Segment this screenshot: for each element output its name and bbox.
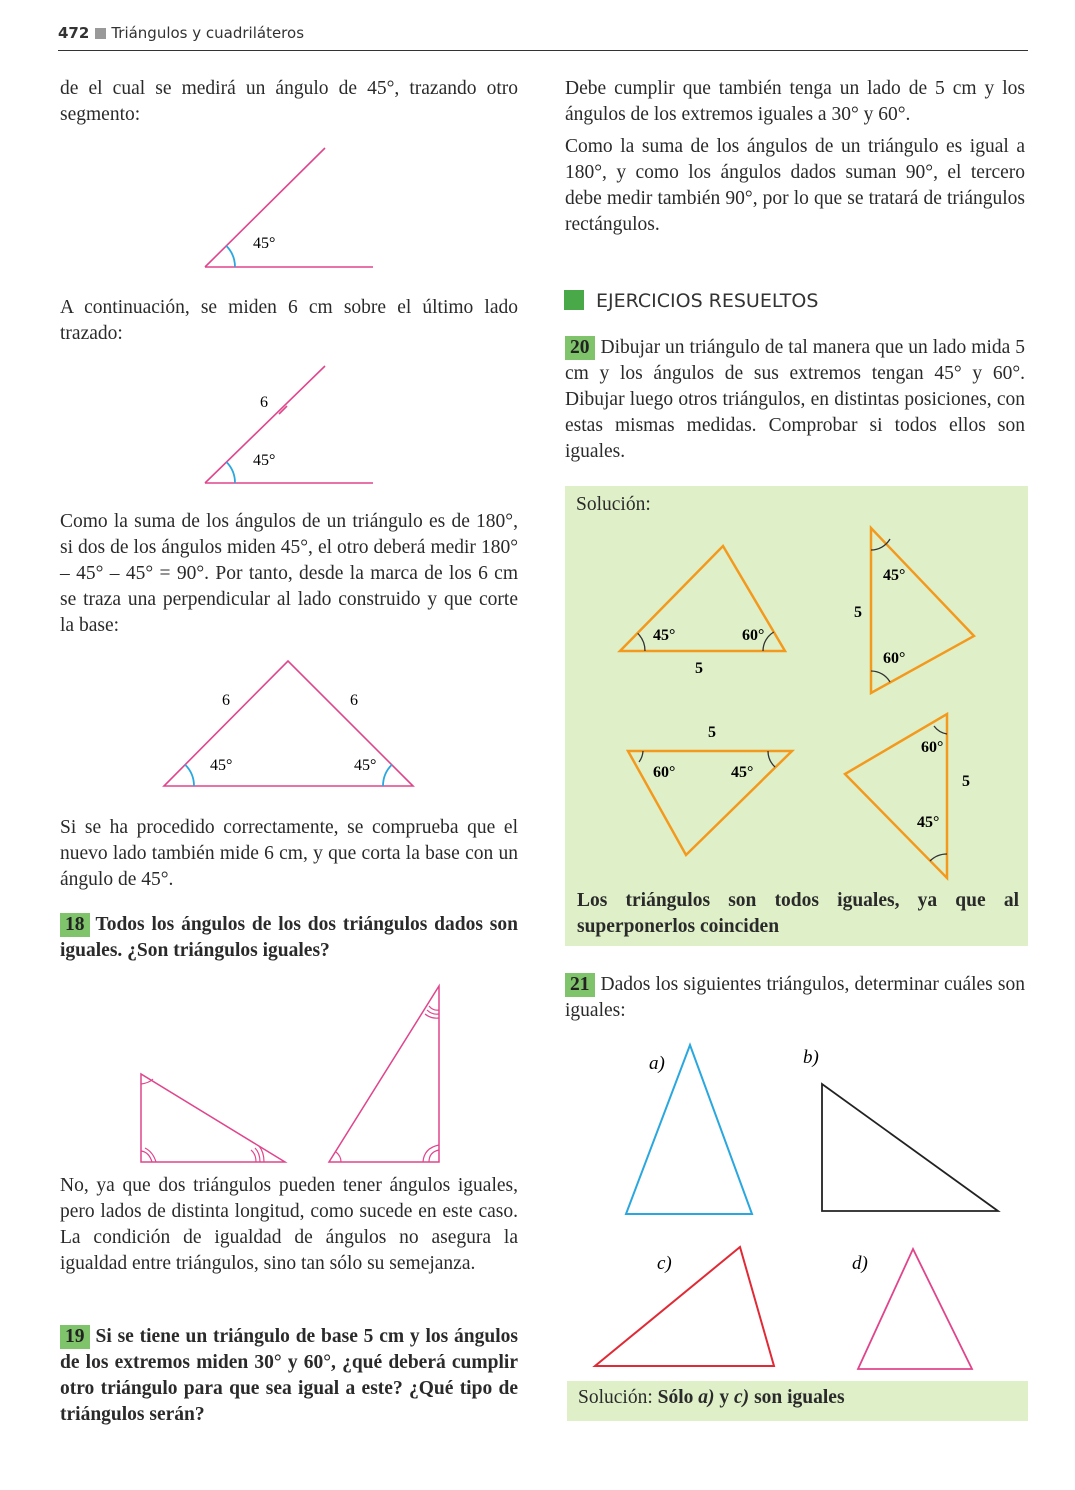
section-header xyxy=(564,290,818,312)
exercise-21-text: Dados los siguientes triángulos, determinar cuáles son iguales: xyxy=(565,974,1025,1021)
fig3-side-right: 6 xyxy=(350,692,358,709)
fig21-label-d: d) xyxy=(852,1253,868,1274)
left-paragraph-3: Como la suma de los ángulos de un triángulo es de 180°, si dos de los ángulos miden 45°, el otro deberá medir 180° – 45° – 45° = 90°. Por tanto, desde la marca de los 6 cm se traza una perpendicular al lado construido y que corte la base: xyxy=(60,511,518,636)
svg-text:60°: 60° xyxy=(742,627,765,644)
right-paragraph-1: Debe cumplir que también tenga un lado de 5 cm y los ángulos de los extremos iguales a 30° y 60°. xyxy=(565,78,1025,125)
fig2-side-label: 6 xyxy=(260,394,268,411)
figure-isosceles-right-triangle xyxy=(160,655,420,795)
exercise-20-number: 20 xyxy=(565,336,595,360)
fig2-angle-label: 45° xyxy=(253,452,276,469)
figure-21-triangles xyxy=(565,1035,1028,1375)
page-number: 472 xyxy=(58,24,90,42)
fig21-label-c: c) xyxy=(657,1253,672,1274)
exercise-18 xyxy=(60,912,518,964)
solution-21: Solución: Sólo a) y c) son iguales xyxy=(578,1387,845,1408)
exercise-21-number: 21 xyxy=(565,973,595,997)
svg-text:5: 5 xyxy=(962,773,970,790)
exercise-19-text: Si se tiene un triángulo de base 5 cm y los ángulos de los extremos miden 30° y 60°, ¿qué deberá cumplir otro triángulo para que sea igual a este? ¿Qué tipo de triángulos serán? xyxy=(60,1326,518,1425)
svg-text:5: 5 xyxy=(708,724,716,741)
section-title: EJERCICIOS RESUELTOS xyxy=(596,290,819,312)
left-paragraph-4: Si se ha procedido correctamente, se comprueba que el nuevo lado también mide 6 cm, y que corta la base con un ángulo de 45°. xyxy=(60,817,518,890)
exercise-20-text: Dibujar un triángulo de tal manera que un lado mida 5 cm y los ángulos de sus extremos tengan 45° y 60°. Dibujar luego otros triángulos, en distintas posiciones, con estas mismas medidas. Comprobar si todos ellos son iguales. xyxy=(565,337,1025,462)
left-paragraph-2: A continuación, se miden 6 cm sobre el último lado trazado: xyxy=(60,297,518,344)
svg-text:45°: 45° xyxy=(917,814,940,831)
left-paragraph-1: de el cual se medirá un ángulo de 45°, trazando otro segmento: xyxy=(60,78,518,125)
section-square-icon xyxy=(564,290,584,310)
exercise-19-number: 19 xyxy=(60,1325,90,1349)
solution-20-figures xyxy=(565,486,1028,946)
figure-angle-45-side-6 xyxy=(195,358,385,488)
svg-text:45°: 45° xyxy=(653,627,676,644)
fig3-side-left: 6 xyxy=(222,692,230,709)
figure-angle-45 xyxy=(195,140,385,275)
exercise-20 xyxy=(565,335,1025,465)
left-paragraph-5: No, ya que dos triángulos pueden tener ángulos iguales, pero lados de distinta longitud, como sucede en este caso. La condición de igualdad de ángulos no asegura la igualdad entre triángulos, sino tan sólo su semejanza. xyxy=(60,1175,518,1274)
svg-text:45°: 45° xyxy=(883,567,906,584)
svg-text:5: 5 xyxy=(695,660,703,677)
right-paragraph-2: Como la suma de los ángulos de un triángulo es igual a 180°, y como los ángulos dados suman 90°, el tercero debe medir también 90°, por lo que se tratará de triángulos rectángulos. xyxy=(565,136,1025,235)
solution-20-label: Solución: xyxy=(576,494,651,515)
fig3-angle-left: 45° xyxy=(210,757,233,774)
svg-text:60°: 60° xyxy=(921,739,944,756)
svg-text:5: 5 xyxy=(854,604,862,621)
svg-text:45°: 45° xyxy=(731,764,754,781)
fig3-angle-right: 45° xyxy=(354,757,377,774)
chapter-title: Triángulos y cuadriláteros xyxy=(111,24,305,42)
exercise-18-text: Todos los ángulos de los dos triángulos dados son iguales. ¿Son triángulos iguales? xyxy=(60,914,518,961)
header-square-icon xyxy=(95,28,106,39)
svg-text:60°: 60° xyxy=(653,764,676,781)
fig1-angle-label: 45° xyxy=(253,235,276,252)
exercise-18-number: 18 xyxy=(60,913,90,937)
svg-text:60°: 60° xyxy=(883,650,906,667)
solution-20-conclusion: Los triángulos son todos iguales, ya que al superponerlos coinciden xyxy=(577,890,1019,937)
page-header xyxy=(58,24,1028,51)
fig21-label-a: a) xyxy=(649,1053,665,1074)
exercise-21 xyxy=(565,972,1025,1024)
fig21-label-b: b) xyxy=(803,1047,819,1068)
exercise-19 xyxy=(60,1324,518,1428)
figure-similar-triangles xyxy=(135,980,455,1170)
